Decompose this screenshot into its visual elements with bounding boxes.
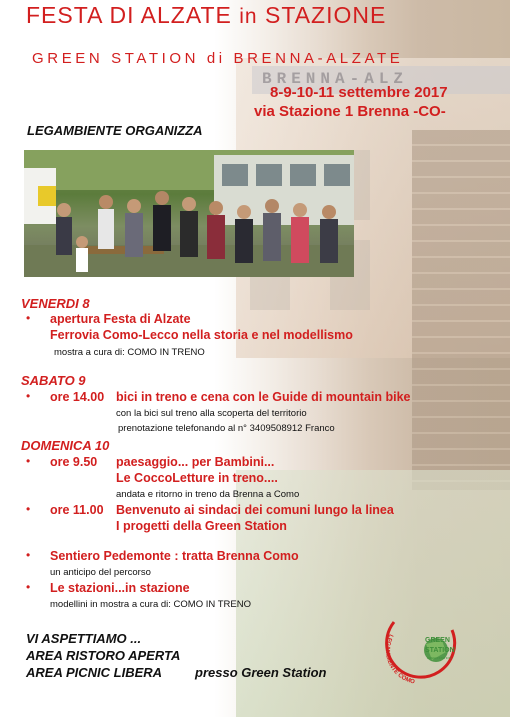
sunday-activity-1a: paesaggio... per Bambini... xyxy=(116,455,275,469)
extra-item-1: Sentiero Pedemonte : tratta Brenna Como xyxy=(50,549,299,563)
event-subtitle: GREEN STATION di BRENNA-ALZATE xyxy=(32,50,404,67)
sunday-activity-1b: Le CoccoLetture in treno.... xyxy=(116,471,278,485)
title-part-1: FESTA DI ALZATE xyxy=(26,2,240,28)
station-sign-text: BRENNA-ALZ xyxy=(262,70,409,88)
friday-line-1: apertura Festa di Alzate xyxy=(50,312,191,326)
saturday-note-2: prenotazione telefonando al n° 3409508912 Franco xyxy=(118,423,335,434)
sunday-time-1: ore 9.50 xyxy=(50,455,98,469)
bullet: • xyxy=(26,580,31,594)
footer-line-3b: presso Green Station xyxy=(195,665,327,680)
footer-line-1: VI ASPETTIAMO ... xyxy=(26,631,142,646)
event-title xyxy=(26,2,386,29)
crowd-photo-illustration xyxy=(24,150,354,277)
logo-text-station: STATION xyxy=(425,647,455,654)
event-address: via Stazione 1 Brenna -CO- xyxy=(254,103,446,120)
saturday-time: ore 14.00 xyxy=(50,390,105,404)
friday-line-2: Ferrovia Como-Lecco nella storia e nel modellismo xyxy=(50,328,353,342)
bullet: • xyxy=(26,389,31,403)
footer-line-3a: AREA PICNIC LIBERA xyxy=(26,665,163,680)
title-part-in: in xyxy=(239,5,258,28)
friday-note: mostra a cura di: COMO IN TRENO xyxy=(54,347,205,358)
organizer-heading: LEGAMBIENTE ORGANIZZA xyxy=(27,123,203,138)
event-dates: 8-9-10-11 settembre 2017 xyxy=(270,84,448,101)
extra-item-2: Le stazioni...in stazione xyxy=(50,581,190,595)
day-sunday: DOMENICA 10 xyxy=(21,438,110,453)
sunday-activity-2b: I progetti della Green Station xyxy=(116,519,287,533)
saturday-activity: bici in treno e cena con le Guide di mountain bike xyxy=(116,390,411,404)
logo-text-green: GREEN xyxy=(425,637,450,644)
green-station-logo xyxy=(376,604,464,692)
green-station-logo-mark xyxy=(376,604,464,692)
footer-line-2: AREA RISTORO APERTA xyxy=(26,648,181,663)
logo-text-small: GREEN STATION xyxy=(427,656,452,660)
sunday-note-1: andata e ritorno in treno da Brenna a Como xyxy=(116,489,300,500)
sunday-activity-2a: Benvenuto ai sindaci dei comuni lungo la linea xyxy=(116,503,394,517)
bullet: • xyxy=(26,548,31,562)
logo-arc-textpath: LEGAMBIENTE COMO xyxy=(383,633,416,686)
day-friday: VENERDI 8 xyxy=(21,296,90,311)
logo-arc-text xyxy=(384,633,416,686)
extra-note-1: un anticipo del percorso xyxy=(50,567,151,578)
title-part-2: STAZIONE xyxy=(257,2,387,28)
extra-note-2: modellini in mostra a cura di: COMO IN TRENO xyxy=(50,599,251,610)
crowd-photo xyxy=(24,150,354,277)
day-saturday: SABATO 9 xyxy=(21,373,86,388)
saturday-note-1: con la bici sul treno alla scoperta del territorio xyxy=(116,408,307,419)
sunday-time-2: ore 11.00 xyxy=(50,503,104,517)
bullet: • xyxy=(26,311,31,325)
bullet: • xyxy=(26,454,31,468)
bullet: • xyxy=(26,502,31,516)
brick-pillar xyxy=(412,130,510,490)
